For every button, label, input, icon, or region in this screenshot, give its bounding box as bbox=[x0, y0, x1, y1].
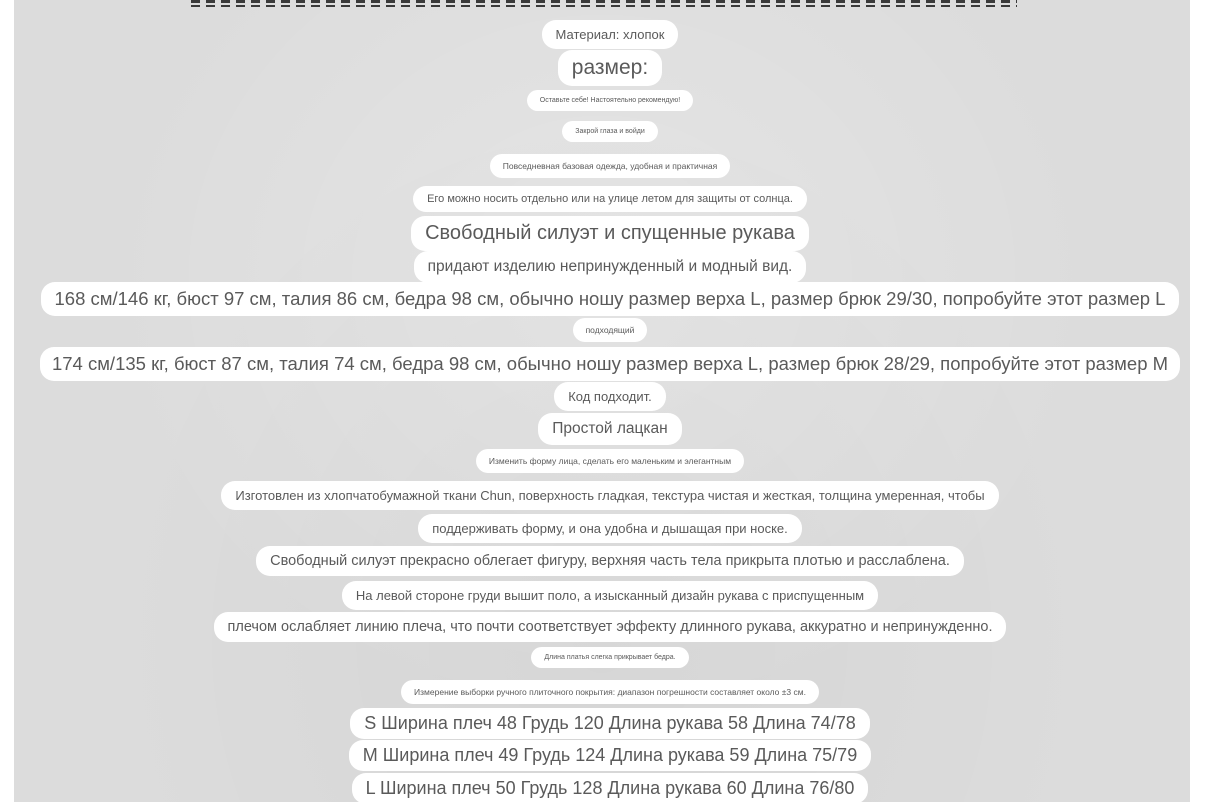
measurement-note-text: Измерение выборки ручного плиточного покрытия: диапазон погрешности составляет около ±3 см. bbox=[401, 680, 819, 704]
text-line-measurement-note-row bbox=[0, 680, 1220, 704]
model-2-measurements: 174 см/135 кг, бюст 87 см, талия 74 см, бедра 98 см, обычно ношу размер верха L, размер брюк 28/29, попробуйте этот размер M bbox=[40, 347, 1180, 381]
text-line-model1-row bbox=[0, 282, 1220, 316]
silhouette-heading: Свободный силуэт и спущенные рукава bbox=[411, 216, 809, 251]
text-line-casual-look-row bbox=[0, 251, 1220, 283]
text-line-polo-row bbox=[0, 581, 1220, 610]
dress-length-text: Длина платья слегка прикрывает бедра. bbox=[531, 647, 688, 668]
model-1-measurements: 168 см/146 кг, бюст 97 см, талия 86 см, бедра 98 см, обычно ношу размер верха L, размер брюк 29/30, попробуйте этот размер L bbox=[41, 282, 1180, 316]
size-heading: размер: bbox=[558, 50, 662, 86]
shoulder-line-text: плечом ослабляет линию плеча, что почти соответствует эффекту длинного рукава, аккуратно и непринужденно. bbox=[214, 612, 1007, 642]
text-line-silhouette-row bbox=[0, 216, 1220, 251]
casual-look-text: придают изделию непринужденный и модный вид. bbox=[414, 251, 807, 283]
text-line-size-m-row bbox=[0, 740, 1220, 771]
text-line-model2-row bbox=[0, 347, 1220, 381]
code-fits-text: Код подходит. bbox=[554, 382, 666, 411]
text-line-face-row bbox=[0, 449, 1220, 473]
text-line-code-fits-row bbox=[0, 382, 1220, 411]
text-line-casual-row bbox=[0, 154, 1220, 178]
fabric-text: Изготовлен из хлопчатобумажной ткани Chun, поверхность гладкая, текстура чистая и жесткая, толщина умеренная, чтобы bbox=[221, 481, 998, 510]
dashed-divider bbox=[191, 0, 1017, 7]
lapel-text: Простой лацкан bbox=[538, 413, 682, 445]
text-line-close-eyes-row bbox=[0, 121, 1220, 142]
text-line-fits-row bbox=[0, 318, 1220, 342]
recommend-text: Оставьте себе! Настоятельно рекомендую! bbox=[527, 90, 693, 111]
text-line-keep-row bbox=[0, 90, 1220, 111]
face-shape-text: Изменить форму лица, сделать его маленьким и элегантным bbox=[476, 449, 744, 473]
text-line-fit-figure-row bbox=[0, 546, 1220, 576]
text-line-size-l-row bbox=[0, 773, 1220, 804]
fit-figure-text: Свободный силуэт прекрасно облегает фигуру, верхняя часть тела прикрыта плотью и расслаблена. bbox=[256, 546, 964, 576]
size-m-spec: M Ширина плеч 49 Грудь 124 Длина рукава 59 Длина 75/79 bbox=[349, 740, 871, 771]
close-eyes-text: Закрой глаза и войди bbox=[562, 121, 657, 142]
sun-protection-text: Его можно носить отдельно или на улице летом для защиты от солнца. bbox=[413, 186, 807, 212]
polo-embroidery-text: На левой стороне груди вышит поло, а изысканный дизайн рукава с приспущенным bbox=[342, 581, 878, 610]
breathable-text: поддерживать форму, и она удобна и дышащая при носке. bbox=[418, 514, 802, 543]
text-line-sun-protect-row bbox=[0, 186, 1220, 212]
text-line-lapel-row bbox=[0, 413, 1220, 445]
text-line-material-row bbox=[0, 20, 1220, 49]
text-line-fabric-row bbox=[0, 481, 1220, 510]
text-line-breathable-row bbox=[0, 514, 1220, 543]
casual-basic-text: Повседневная базовая одежда, удобная и практичная bbox=[490, 154, 731, 178]
text-line-size-row bbox=[0, 50, 1220, 86]
size-s-spec: S Ширина плеч 48 Грудь 120 Длина рукава 58 Длина 74/78 bbox=[350, 708, 869, 739]
material-label: Материал: хлопок bbox=[542, 20, 679, 49]
fits-text: подходящий bbox=[573, 318, 648, 342]
text-line-length-row bbox=[0, 647, 1220, 668]
text-line-shoulder-row bbox=[0, 612, 1220, 642]
size-l-spec: L Ширина плеч 50 Грудь 128 Длина рукава 60 Длина 76/80 bbox=[352, 773, 869, 804]
text-line-size-s-row bbox=[0, 708, 1220, 739]
